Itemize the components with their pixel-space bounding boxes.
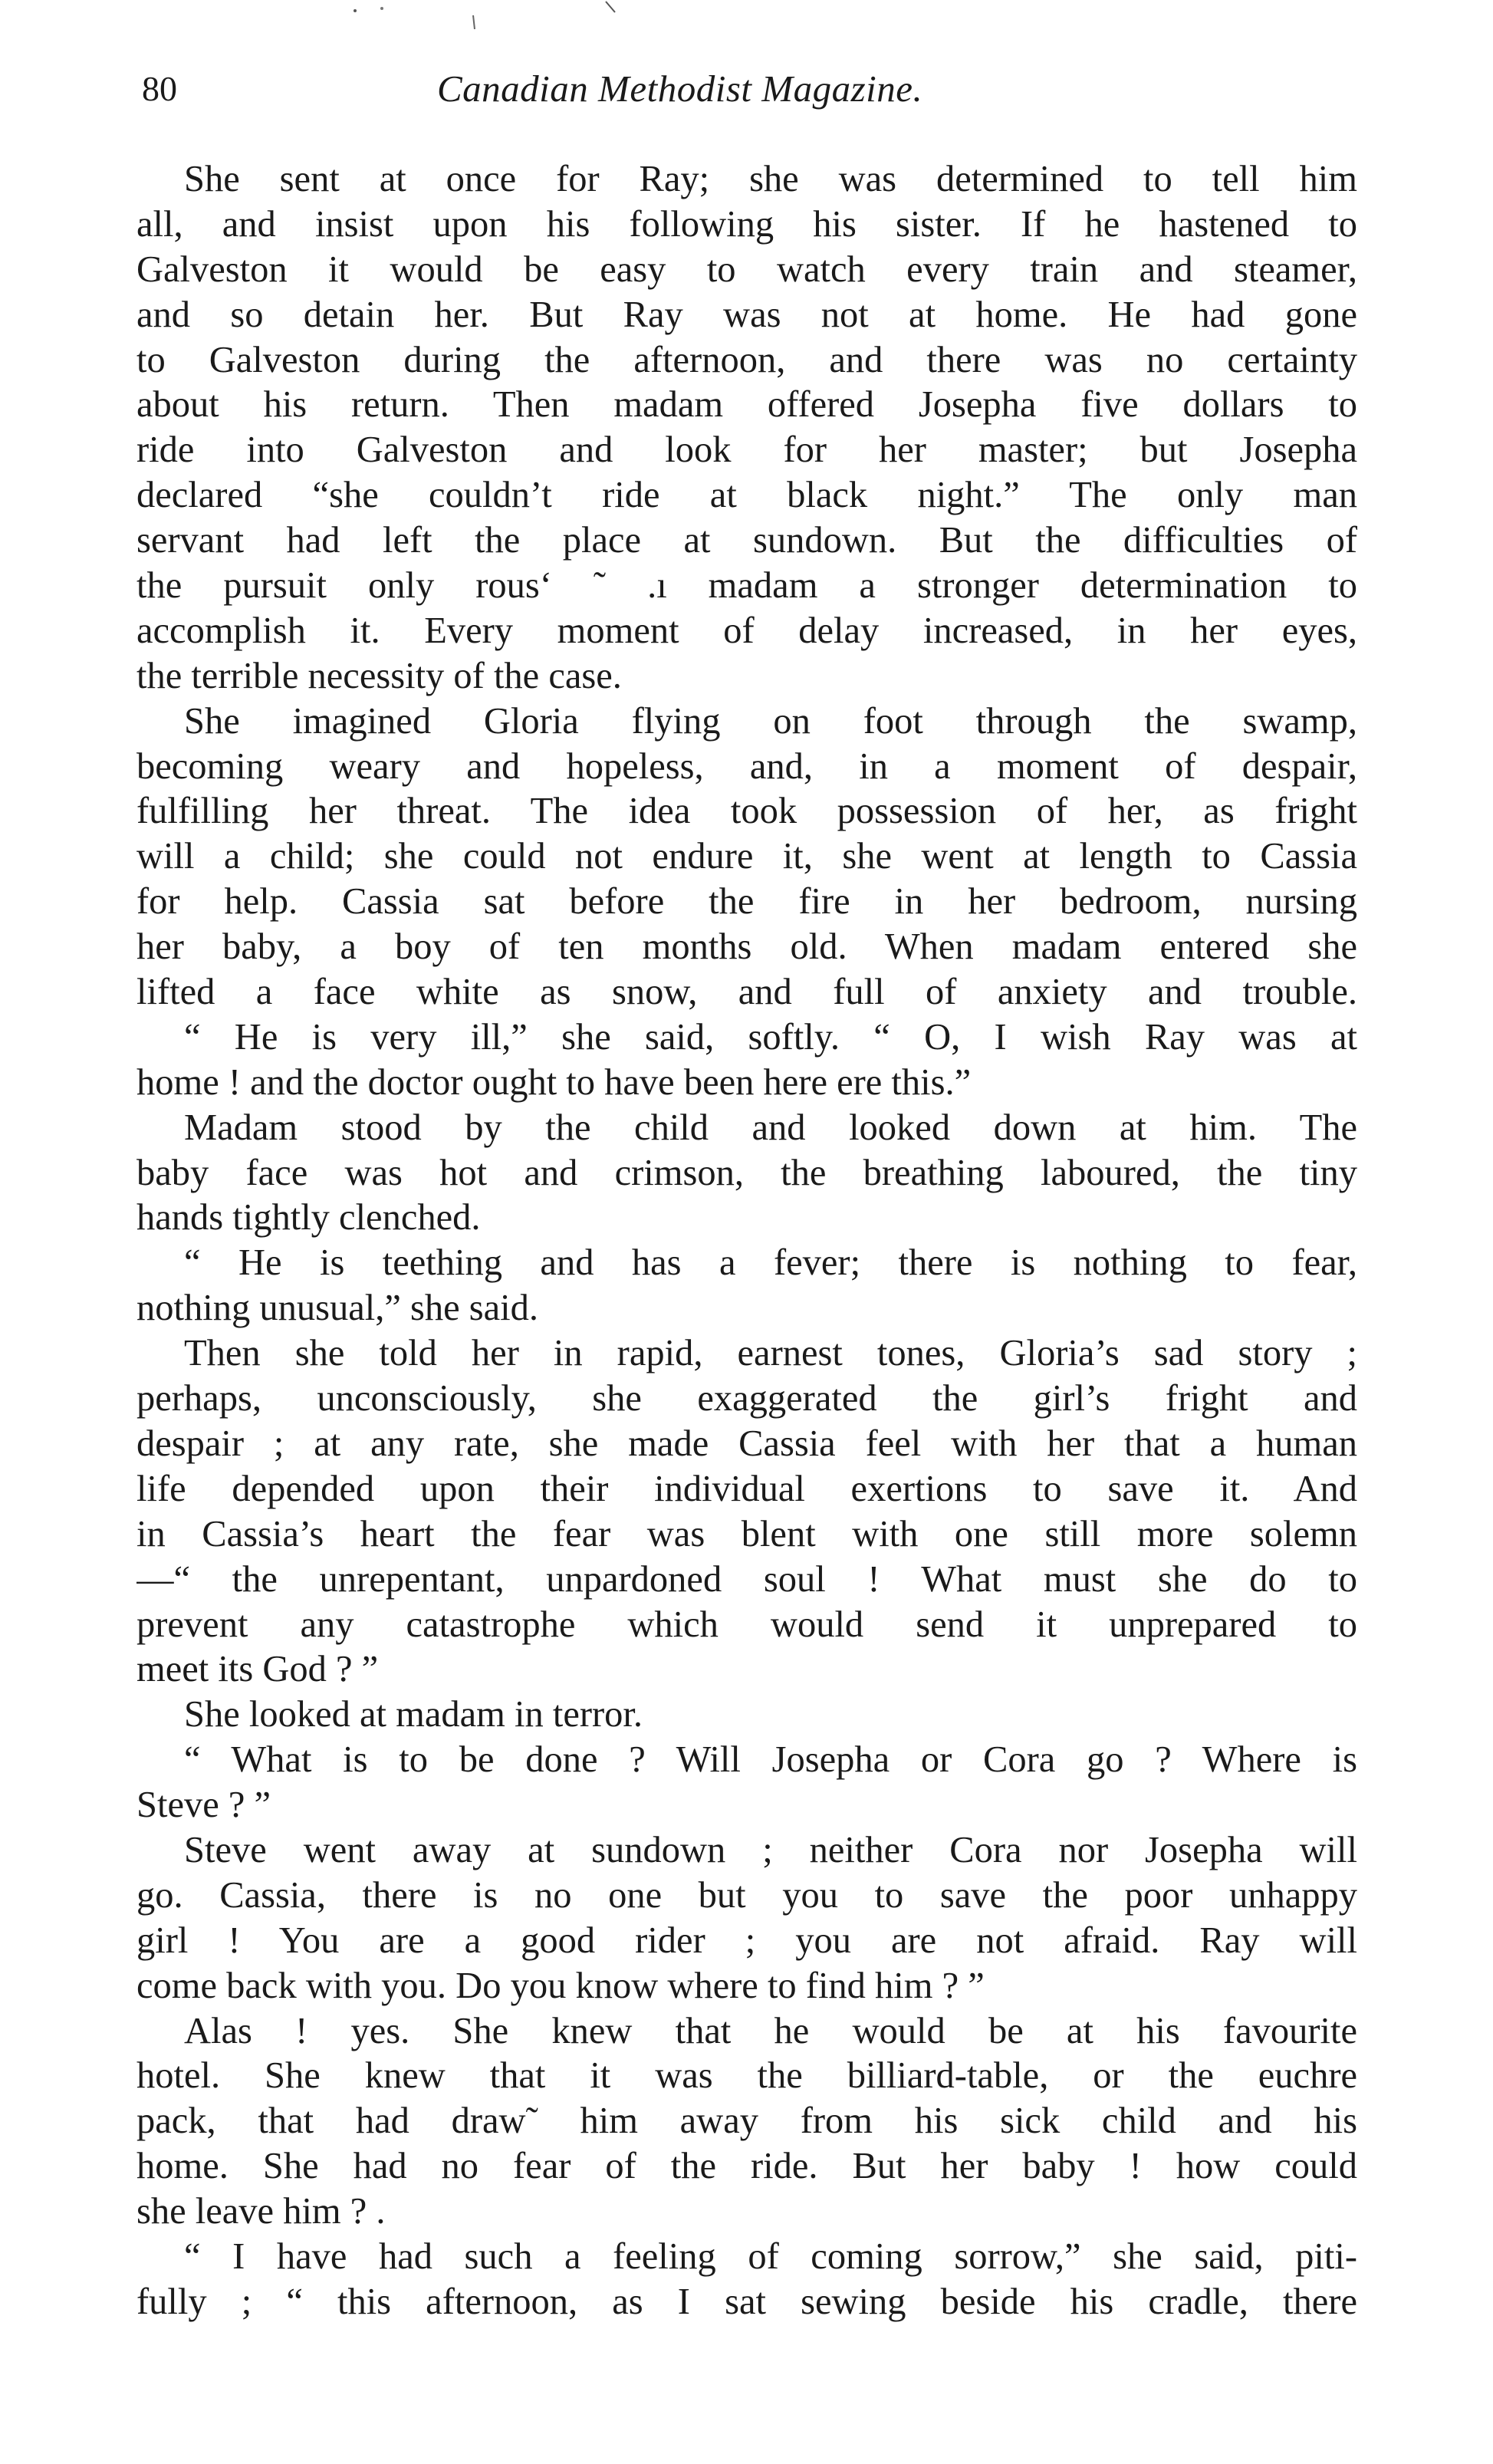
text-line: come back with you. Do you know where to find him ? ” xyxy=(136,1965,985,2006)
text-line: —“ the unrepentant, unpardoned soul ! What must she do to xyxy=(136,1558,1357,1600)
text-line: “ He is teething and has a fever; there is nothing to fear, xyxy=(184,1242,1357,1284)
text-line: the pursuit only rous‘ ˜ .ı madam a stronger determination to xyxy=(136,565,1357,607)
text-line: fulfilling her threat. The idea took possession of her, as fright xyxy=(136,791,1357,832)
text-line: pack, that had draw˜ him away from his sick child and his xyxy=(136,2100,1357,2142)
text-line: will a child; she could not endure it, she went at length to Cassia xyxy=(136,836,1357,877)
text-line: Steve went away at sundown ; neither Cora nor Josepha will xyxy=(184,1829,1357,1870)
text-line: Alas ! yes. She knew that he would be at his favourite xyxy=(184,2010,1357,2051)
text-line: all, and insist upon his following his sister. If he hastened to xyxy=(136,203,1357,245)
text-line: she leave him ? . xyxy=(136,2191,386,2232)
text-line: fully ; “ this afternoon, as I sat sewing beside his cradle, there xyxy=(136,2281,1357,2322)
text-line: despair ; at any rate, she made Cassia feel with her that a human xyxy=(136,1423,1357,1464)
text-line: She looked at madam in terror. xyxy=(184,1694,643,1735)
text-line: She imagined Gloria flying on foot through the swamp, xyxy=(184,700,1357,742)
text-line: hands tightly clenched. xyxy=(136,1197,481,1239)
text-line: She sent at once for Ray; she was determined to tell him xyxy=(184,159,1357,199)
text-line: the terrible necessity of the case. xyxy=(136,655,622,696)
text-line: “ What is to be done ? Will Josepha or Cora go ? Where is xyxy=(184,1739,1357,1781)
text-line: girl ! You are a good rider ; you are not afraid. Ray will xyxy=(136,1920,1357,1961)
body-text xyxy=(136,157,1357,2325)
text-line: perhaps, unconsciously, she exaggerated the girl’s fright and xyxy=(136,1378,1357,1420)
scan-stroke xyxy=(606,2,615,12)
text-line: and so detain her. But Ray was not at home. He had gone xyxy=(136,294,1357,335)
text-line: prevent any catastrophe which would send it unprepared to xyxy=(136,1604,1357,1645)
page-number: 80 xyxy=(142,69,177,108)
text-line: nothing unusual,” she said. xyxy=(136,1288,539,1329)
text-line: home ! and the doctor ought to have been here ere this.” xyxy=(136,1061,972,1103)
text-line: to Galveston during the afternoon, and there was no certainty xyxy=(136,339,1357,380)
text-line: “ I have had such a feeling of coming sorrow,” she said, piti- xyxy=(184,2235,1357,2277)
scan-speck xyxy=(354,9,357,12)
text-line: Then she told her in rapid, earnest tones, Gloria’s sad story ; xyxy=(184,1333,1357,1374)
text-line: Steve ? ” xyxy=(136,1785,271,1826)
text-line: becoming weary and hopeless, and, in a moment of despair, xyxy=(136,745,1357,787)
text-line: about his return. Then madam offered Josepha five dollars to xyxy=(136,384,1357,426)
text-line: meet its God ? ” xyxy=(136,1649,379,1690)
text-line: Madam stood by the child and looked down at him. The xyxy=(184,1107,1357,1148)
text-line: Galveston it would be easy to watch every train and steamer, xyxy=(136,248,1357,290)
text-line: ride into Galveston and look for her master; but Josepha xyxy=(136,429,1357,471)
text-line: for help. Cassia sat before the fire in her bedroom, nursing xyxy=(136,881,1357,923)
text-line: baby face was hot and crimson, the breathing laboured, the tiny xyxy=(136,1152,1357,1193)
text-line: accomplish it. Every moment of delay increased, in her eyes, xyxy=(136,610,1357,651)
text-line: home. She had no fear of the ride. But her baby ! how could xyxy=(136,2146,1357,2187)
text-line: “ He is very ill,” she said, softly. “ O, I wish Ray was at xyxy=(184,1016,1357,1058)
running-head xyxy=(142,66,1353,127)
text-line: lifted a face white as snow, and full of anxiety and trouble. xyxy=(136,972,1357,1013)
text-line: declared “she couldn’t ride at black night.” The only man xyxy=(136,475,1357,516)
text-line: servant had left the place at sundown. But the difficulties of xyxy=(136,520,1357,561)
text-line: hotel. She knew that it was the billiard-table, or the euchre xyxy=(136,2055,1357,2097)
text-line: in Cassia’s heart the fear was blent with one still more solemn xyxy=(136,1513,1357,1554)
text-line: her baby, a boy of ten months old. When madam entered she xyxy=(136,926,1357,968)
text-line: life depended upon their individual exertions to save it. And xyxy=(136,1468,1357,1509)
text-line: go. Cassia, there is no one but you to save the poor unhappy xyxy=(136,1874,1357,1916)
journal-title: Canadian Methodist Magazine. xyxy=(437,67,923,110)
scan-stroke xyxy=(473,15,475,29)
scan-speck xyxy=(380,7,383,10)
